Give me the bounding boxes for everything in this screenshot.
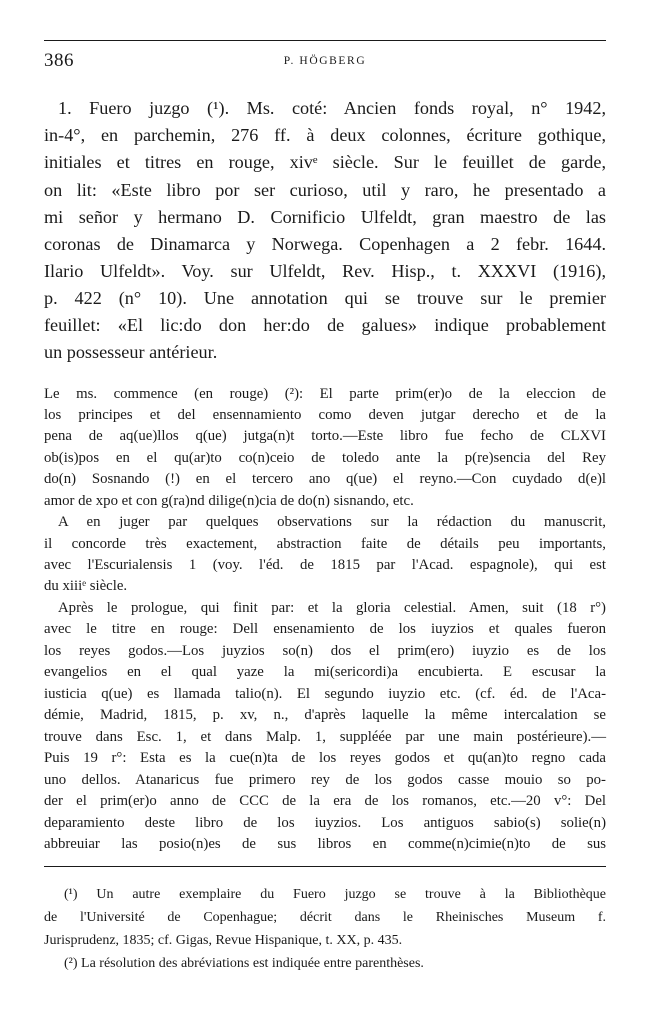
description-line: coronas de Dinamarca y Norwega. Copenhagen a 2 febr. 1644. (44, 234, 606, 254)
description-line: on lit: «Este libro por ser curioso, util y raro, he presentado a (44, 180, 606, 200)
body-line: Le ms. commence (en rouge) (²): El parte prim(er)o de la eleccion de (44, 386, 606, 402)
description-line: in-4°, en parchemin, 276 ff. à deux colonnes, écriture gothique, (44, 125, 606, 145)
body-line: du xiiiᵉ siècle. (44, 578, 128, 594)
body-line: uno dellos. Atanaricus fue primero rey de los godos casse mouio so po- (44, 772, 606, 788)
footnote-rule (44, 866, 606, 867)
body-line: der el prim(er)o anno de CCC de la era de los romanos, etc.—20 v°: Del (44, 793, 606, 809)
body-line: démie, Madrid, 1815, p. xv, n., d'après laquelle la même intercalation se (44, 707, 606, 723)
footnote-line: (¹) Un autre exemplaire du Fuero juzgo se trouve à la Bibliothèque (64, 887, 606, 902)
page-header (44, 50, 606, 74)
body-line: abbreuiar las posio(n)es de sus libros en comme(n)cimie(n)to de sus (44, 836, 606, 852)
body-line: do(n) Sosnando (!) en el tercero ano q(ue) el reyno.—Con cuydado d(e)l (44, 471, 606, 487)
body-line: ob(is)pos en el qu(ar)to co(n)ceio de toledo ante la p(re)sencia del Rey (44, 450, 606, 466)
body-line: evangelios en el qual yaze la mi(sericordi)a encubierta. E escusar la (44, 664, 606, 680)
body-line: avec l'Escurialensis 1 (voy. l'éd. de 1815 par l'Acad. espagnole), qui est (44, 557, 606, 573)
body-line: pena de aq(ue)llos q(ue) jutga(n)t torto.—Este libro fue fecho de CLXVI (44, 428, 606, 444)
body-line: iusticia q(ue) es llamada talio(n). El segundo iuyzio etc. (cf. éd. de l'Aca- (44, 686, 606, 702)
body-line: A en juger par quelques observations sur la rédaction du manuscrit, (58, 514, 606, 530)
footnote-line: (²) La résolution des abréviations est indiquée entre parenthèses. (64, 956, 424, 971)
body-line: trouve dans Esc. 1, et dans Malp. 1, suppléée par une main postérieure).— (44, 729, 606, 745)
description-line: un possesseur antérieur. (44, 342, 218, 362)
description-line: Ilario Ulfeldt». Voy. sur Ulfeldt, Rev. Hisp., t. XXXVI (1916), (44, 261, 606, 281)
description-line: feuillet: «El lic:do don her:do de galues» indique probablement (44, 315, 606, 335)
body-line: avec le titre en rouge: Dell ensenamiento de los iuyzios et quales fueron (44, 621, 606, 637)
running-head: P. HÖGBERG (283, 55, 367, 67)
body-line: Puis 19 r°: Esta es la cue(n)ta de los reyes godos et qu(an)to regno cada (44, 750, 606, 766)
footnote-line: Jurisprudenz, 1835; cf. Gigas, Revue Hispanique, t. XX, p. 435. (44, 933, 403, 948)
body-line: amor de xpo et con g(ra)nd dilige(n)cia de do(n) sisnando, etc. (44, 493, 414, 509)
footnote-line: de l'Université de Copenhague; décrit dans le Rheinisches Museum f. (44, 910, 606, 925)
top-rule (44, 40, 606, 41)
description-line: 1. Fuero juzgo (¹). Ms. coté: Ancien fonds royal, n° 1942, (58, 98, 606, 118)
body-line: il concorde très exactement, abstraction faite de détails peu importants, (44, 536, 606, 552)
description-line: p. 422 (n° 10). Une annotation qui se trouve sur le premier (44, 288, 606, 308)
body-line: Après le prologue, qui finit par: et la gloria celestial. Amen, suit (18 r°) (58, 600, 606, 616)
description-line: initiales et titres en rouge, xivᵉ siècle. Sur le feuillet de garde, (44, 152, 606, 172)
description-line: mi señor y hermano D. Cornificio Ulfeldt, gran maestro de las (44, 207, 606, 227)
body-line: los reyes godos.—Los juyzios so(n) dos el prim(ero) iuyzio es de los (44, 643, 606, 659)
page-number: 386 (44, 50, 74, 71)
body-line: los principes et del ensennamiento como deven jutgar derecho et de la (44, 407, 606, 423)
body-line: deparamiento deste libro de los iuyzios. Los antiguos sabio(s) solie(n) (44, 815, 606, 831)
